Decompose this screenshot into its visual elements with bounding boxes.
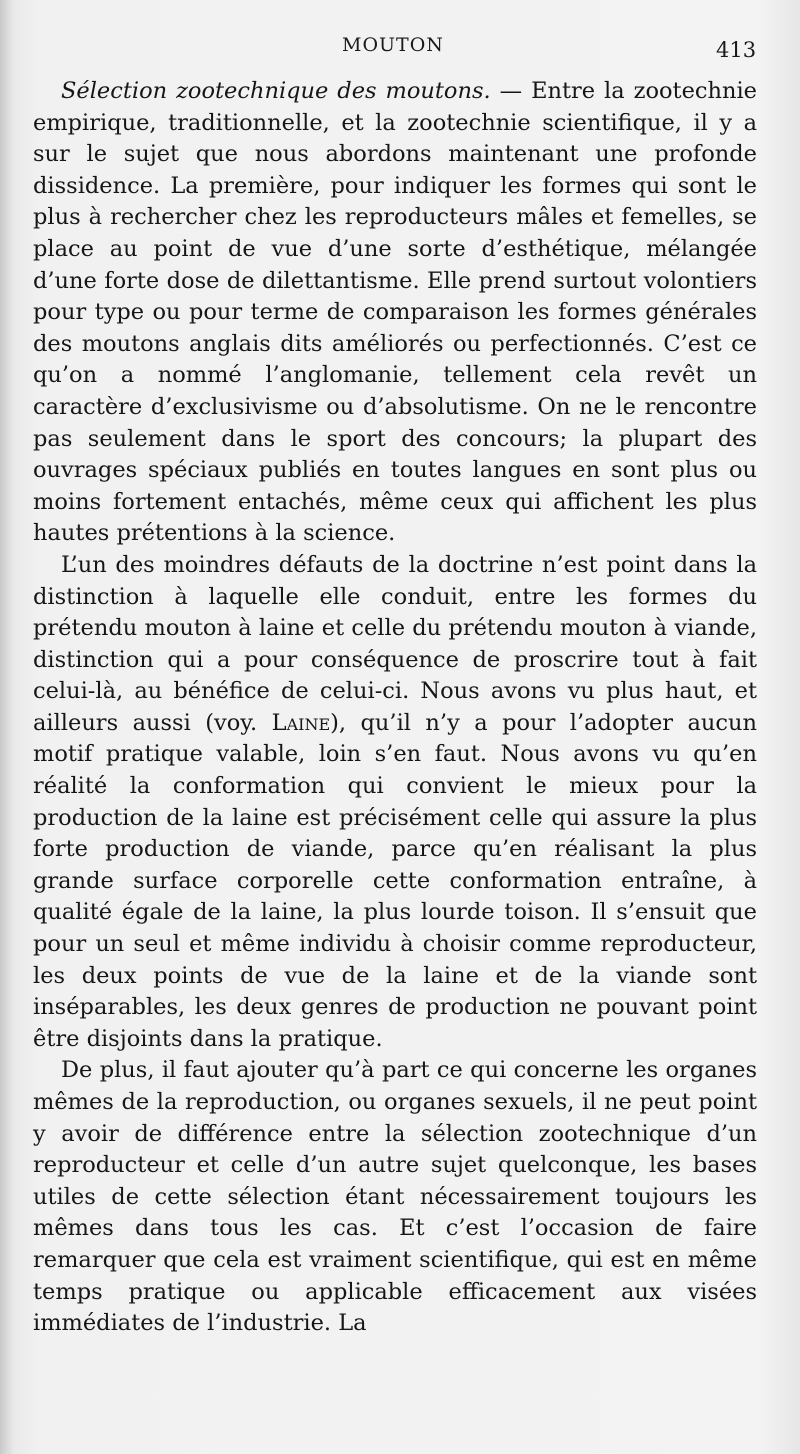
running-head bbox=[0, 34, 800, 64]
paragraph-selection-zootechnique bbox=[33, 76, 757, 550]
paragraph-text: — Entre la zootechnie empirique, traditionnelle, et la zootechnie scientifique, il y a sur le sujet que nous abordons maintenant une profonde dissidence. La première, pour indiquer les formes qui sont le plus à rechercher chez les reproducteurs mâles et femelles, se place au point de vue d’une sorte d’esthétique, mélangée d’une forte dose de dilettantisme. Elle prend surtout volontiers pour type ou pour terme de comparaison les formes générales des moutons anglais dits améliorés ou perfectionnés. C’est ce qu’on a nommé l’anglomanie, tellement cela revêt un caractère d’exclusivisme ou d’absolutisme. On ne le rencontre pas seulement dans le sport des concours; la plupart des ouvrages spéciaux publiés en toutes langues en sont plus ou moins fortement entachés, même ceux qui affichent les plus hautes prétentions à la science. bbox=[33, 78, 757, 547]
running-title: MOUTON bbox=[342, 34, 444, 56]
section-rubric: Sélection zootechnique des moutons. bbox=[61, 78, 491, 104]
cross-reference-laine: Laine bbox=[271, 709, 331, 736]
paragraph-text: De plus, il faut ajouter qu’à part ce qui concerne les organes mêmes de la reproduction, ou organes sexuels, il ne peut point y avoir de différence entre la sélection zootechnique d’un reproducteur et celle d’un autre sujet quelconque, les bases utiles de cette sélection étant nécessairement toujours les mêmes dans tous les cas. Et c’est l’occasion de faire remarquer que cela est vraiment scientifique, qui est en même temps pratique ou applicable efficacement aux visées immédiates de l’industrie. La bbox=[33, 1057, 757, 1337]
body-text bbox=[33, 76, 757, 1340]
paragraph-de-plus bbox=[33, 1055, 757, 1339]
paragraph-text: ), qu’il n’y a pour l’adopter aucun motif pratique valable, loin s’en faut. Nous avons vu qu’en réalité la conformation qui convient le mieux pour la production de la laine est précisément celle qui assure la plus forte production de viande, parce qu’en réalisant la plus grande surface corporelle cette conformation entraîne, à qualité égale de la laine, la plus lourde toison. Il s’ensuit que pour un seul et même individu à choisir comme reproducteur, les deux points de vue de la laine et de la viande sont inséparables, les deux genres de production ne pouvant point être disjoints dans la pratique. bbox=[33, 709, 757, 1052]
paragraph-defauts-doctrine bbox=[33, 550, 757, 1056]
page-number: 413 bbox=[716, 38, 757, 62]
paragraph-text: L’un des moindres défauts de la doctrine n’est point dans la distinction à laquelle elle conduit, entre les formes du prétendu mouton à laine et celle du prétendu mouton à viande, distinction qui a pour conséquence de proscrire tout à fait celui-là, au bénéfice de celui-ci. Nous avons vu plus haut, et ailleurs aussi (voy. bbox=[33, 551, 757, 736]
